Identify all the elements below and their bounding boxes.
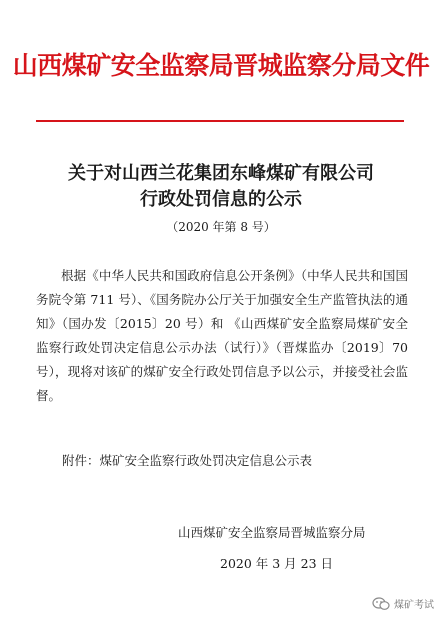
document-header-title: 山西煤矿安全监察局晋城监察分局文件 [12, 51, 430, 80]
document-number: （2020 年第 8 号） [166, 220, 276, 234]
wechat-icon [372, 597, 390, 611]
document-title-line-1: 关于对山西兰花集团东峰煤矿有限公司 [68, 163, 374, 184]
issue-date: 2020 年 3 月 23 日 [220, 556, 334, 571]
issuer-signature: 山西煤矿安全监察局晋城监察分局 [178, 525, 366, 540]
header-red-rule [36, 120, 404, 122]
document-title-line-2: 行政处罚信息的公示 [140, 189, 302, 210]
document-body: 根据《中华人民共和国政府信息公开条例》（中华人民共和国国务院令第 711 号）、《国务院办公厅关于加强安全生产监管执法的通知》（国办发〔2015〕20 号）和 《山西煤矿安全监察局煤矿安全监察行政处罚决定信息公示办法（试行）》（晋煤监办〔2019〕70 号），现将对该矿的煤矿安全行政处罚信息予以公示，并接受社会监督。 [36, 268, 408, 403]
attachment-note: 附件：煤矿安全监察行政处罚决定信息公示表 [62, 453, 313, 468]
watermark-text: 煤矿考试 [394, 600, 434, 611]
watermark [372, 596, 434, 611]
